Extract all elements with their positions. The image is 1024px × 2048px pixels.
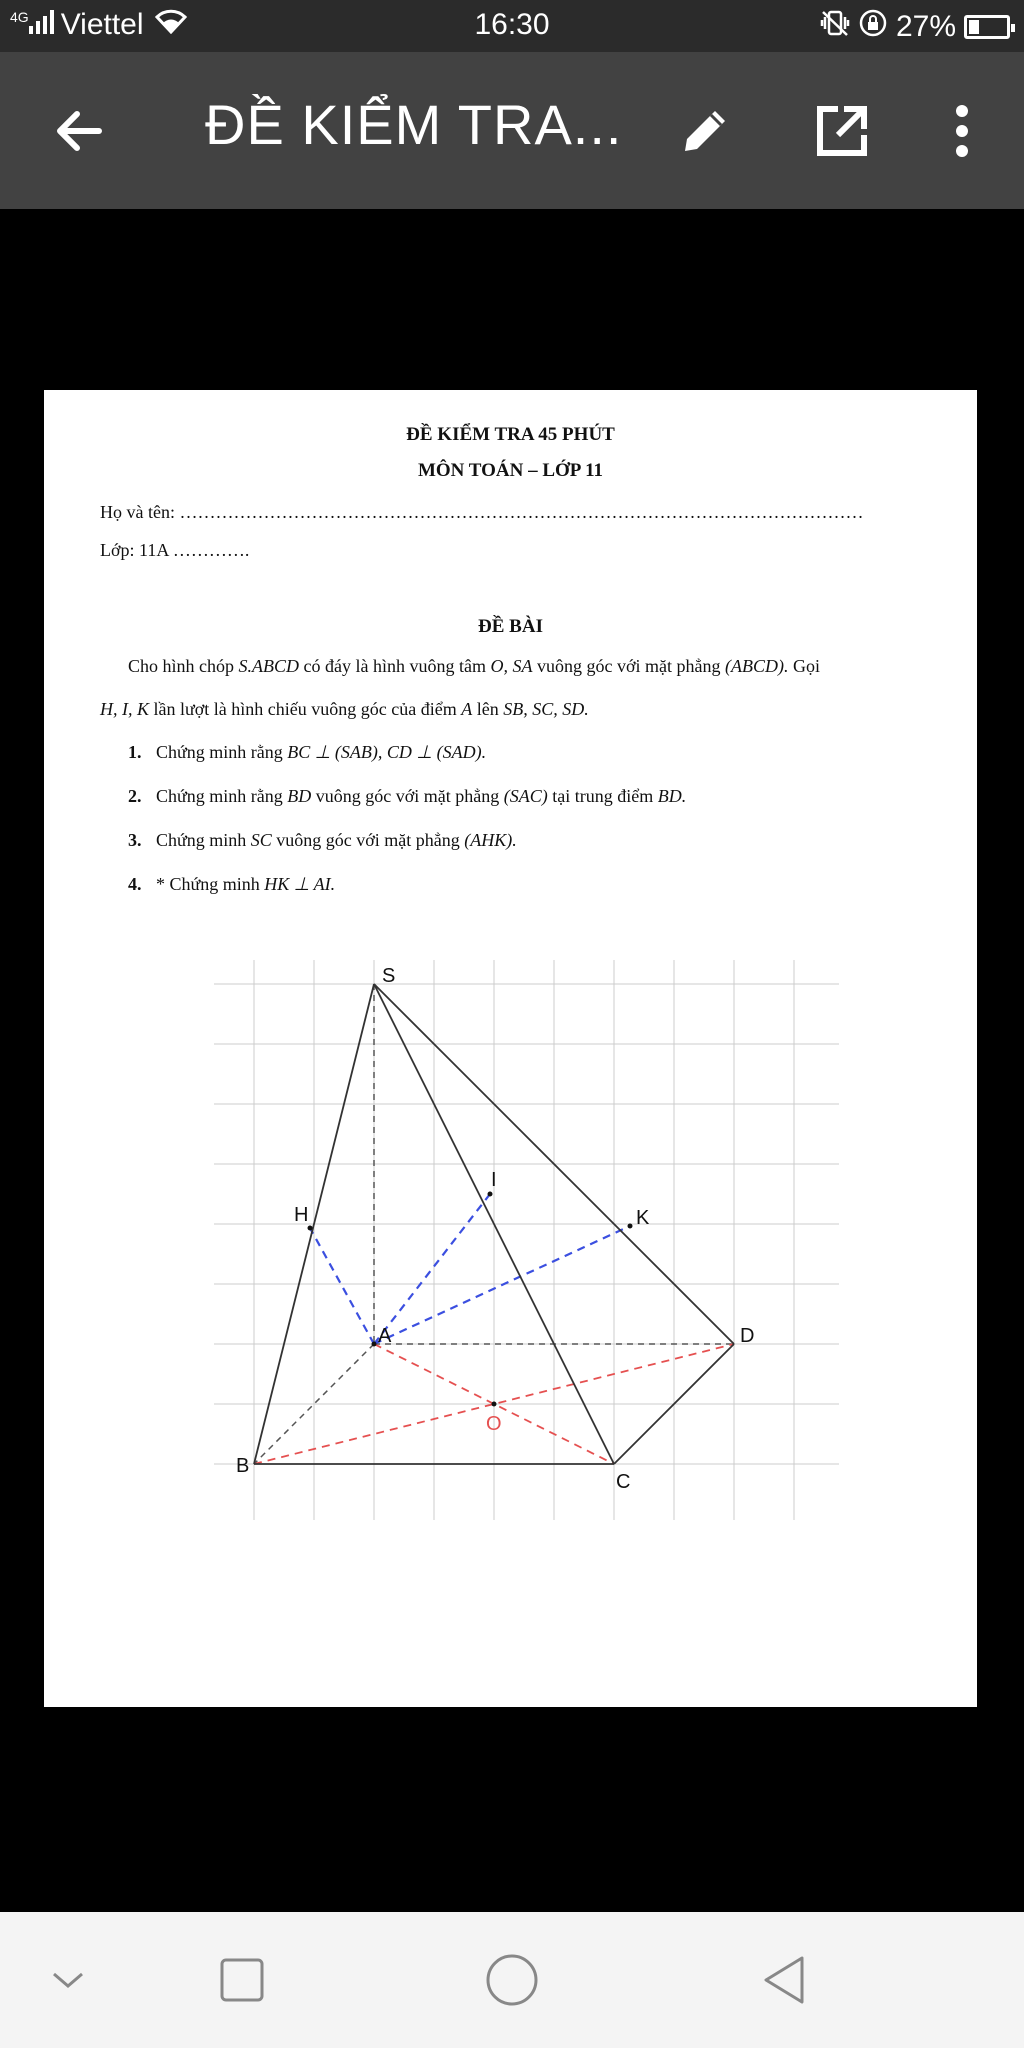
home-button[interactable] [480,1948,544,2012]
question-math: BC ⊥ (SAB), CD ⊥ (SAD). [287,742,487,762]
question-1 [128,742,486,763]
intro-text: lần lượt là hình chiếu vuông góc của điểm [149,699,462,719]
recents-square-icon [218,1956,266,2004]
question-text: Chứng minh rằng [156,786,288,806]
question-math: BD. [657,786,687,806]
document-title: ĐỀ KIỂM TRA... [205,93,623,156]
segment-AI [374,1194,490,1344]
doc-heading-2: MÔN TOÁN – LỚP 11 [417,460,604,481]
edit-button[interactable] [670,96,740,166]
intro-math: S.ABCD [238,656,299,676]
carrier-name: Viettel [60,8,144,41]
class-line: Lớp: 11A …………. [100,540,250,560]
point-O [492,1402,497,1407]
question-2 [128,786,686,807]
collapse-chevron-icon [48,1960,88,2000]
blue-segments [310,1194,630,1344]
vibrate-icon [820,9,850,45]
question-4 [128,874,335,895]
intro-text: Gọi [788,656,820,676]
label-A: A [378,1325,392,1347]
pencil-icon [677,103,733,159]
open-external-icon [814,103,870,159]
question-math: (SAC) [503,786,548,806]
intro-text: có đáy là hình vuông tâm [299,656,491,676]
question-math: (AHK). [464,830,517,850]
rotation-lock-icon [858,8,888,46]
collapse-nav-button[interactable] [36,1948,100,2012]
system-navbar [0,1912,1024,2048]
pyramid-figure [214,960,844,1520]
intro-line-1 [128,656,820,677]
segment-AK [374,1226,630,1344]
intro-line-2 [100,699,589,720]
question-number: 1. [128,742,142,762]
question-text: Chứng minh rằng [156,742,288,762]
document-viewer[interactable] [0,209,1024,1912]
intro-math: (ABCD). [724,656,789,676]
label-K: K [636,1207,650,1229]
label-O: O [486,1413,502,1435]
question-math: SC [250,830,272,850]
question-text: vuông góc với mặt phẳng [271,830,465,850]
network-type: 4G [10,9,29,25]
question-number: 4. [128,874,142,894]
figure-grid [214,960,839,1520]
label-H: H [294,1204,309,1226]
question-text: tại trung điểm [547,786,658,806]
question-text: vuông góc với mặt phẳng [311,786,504,806]
battery-icon [964,15,1010,39]
question-number: 3. [128,830,142,850]
clock: 16:30 [474,8,550,41]
intro-math: O, SA [490,656,533,676]
label-D: D [740,1325,755,1347]
more-vert-icon [952,103,972,159]
back-nav-button[interactable] [752,1948,816,2012]
question-number: 2. [128,786,142,806]
intro-text: vuông góc với mặt phẳng [532,656,725,676]
intro-text: lên [472,699,504,719]
app-toolbar [0,52,1024,209]
intro-math: H, I, K [100,699,149,719]
status-bar [0,0,1024,52]
point-K [628,1224,633,1229]
question-3 [128,830,517,851]
home-circle-icon [484,1952,540,2008]
battery-percent: 27% [895,10,956,43]
question-math: HK ⊥ AI. [264,874,336,894]
question-text: Chứng minh [156,830,251,850]
back-button[interactable] [44,96,114,166]
question-math: BD [287,786,312,806]
status-right [820,8,1010,46]
back-arrow-icon [53,105,105,157]
back-triangle-icon [758,1954,810,2006]
point-A [372,1342,377,1347]
label-C: C [616,1471,631,1493]
doc-heading-1: ĐỀ KIỂM TRA 45 PHÚT [406,424,615,445]
segment-AH [310,1228,374,1344]
open-external-button[interactable] [807,96,877,166]
label-I: I [491,1169,497,1191]
label-S: S [382,965,396,987]
point-H [308,1226,313,1231]
intro-math: A [461,699,473,719]
name-line: Họ và tên: …………………………………………………………………………………………………… [100,502,864,522]
more-options-button[interactable] [927,96,997,166]
question-text: * Chứng minh [156,874,265,894]
section-title: ĐỀ BÀI [478,616,543,637]
document-page[interactable] [44,390,977,1707]
recents-button[interactable] [210,1948,274,2012]
point-I [488,1192,493,1197]
battery-fill [969,20,979,34]
intro-math: SB, SC, SD. [503,699,589,719]
intro-text: Cho hình chóp [128,656,239,676]
label-B: B [236,1455,250,1477]
